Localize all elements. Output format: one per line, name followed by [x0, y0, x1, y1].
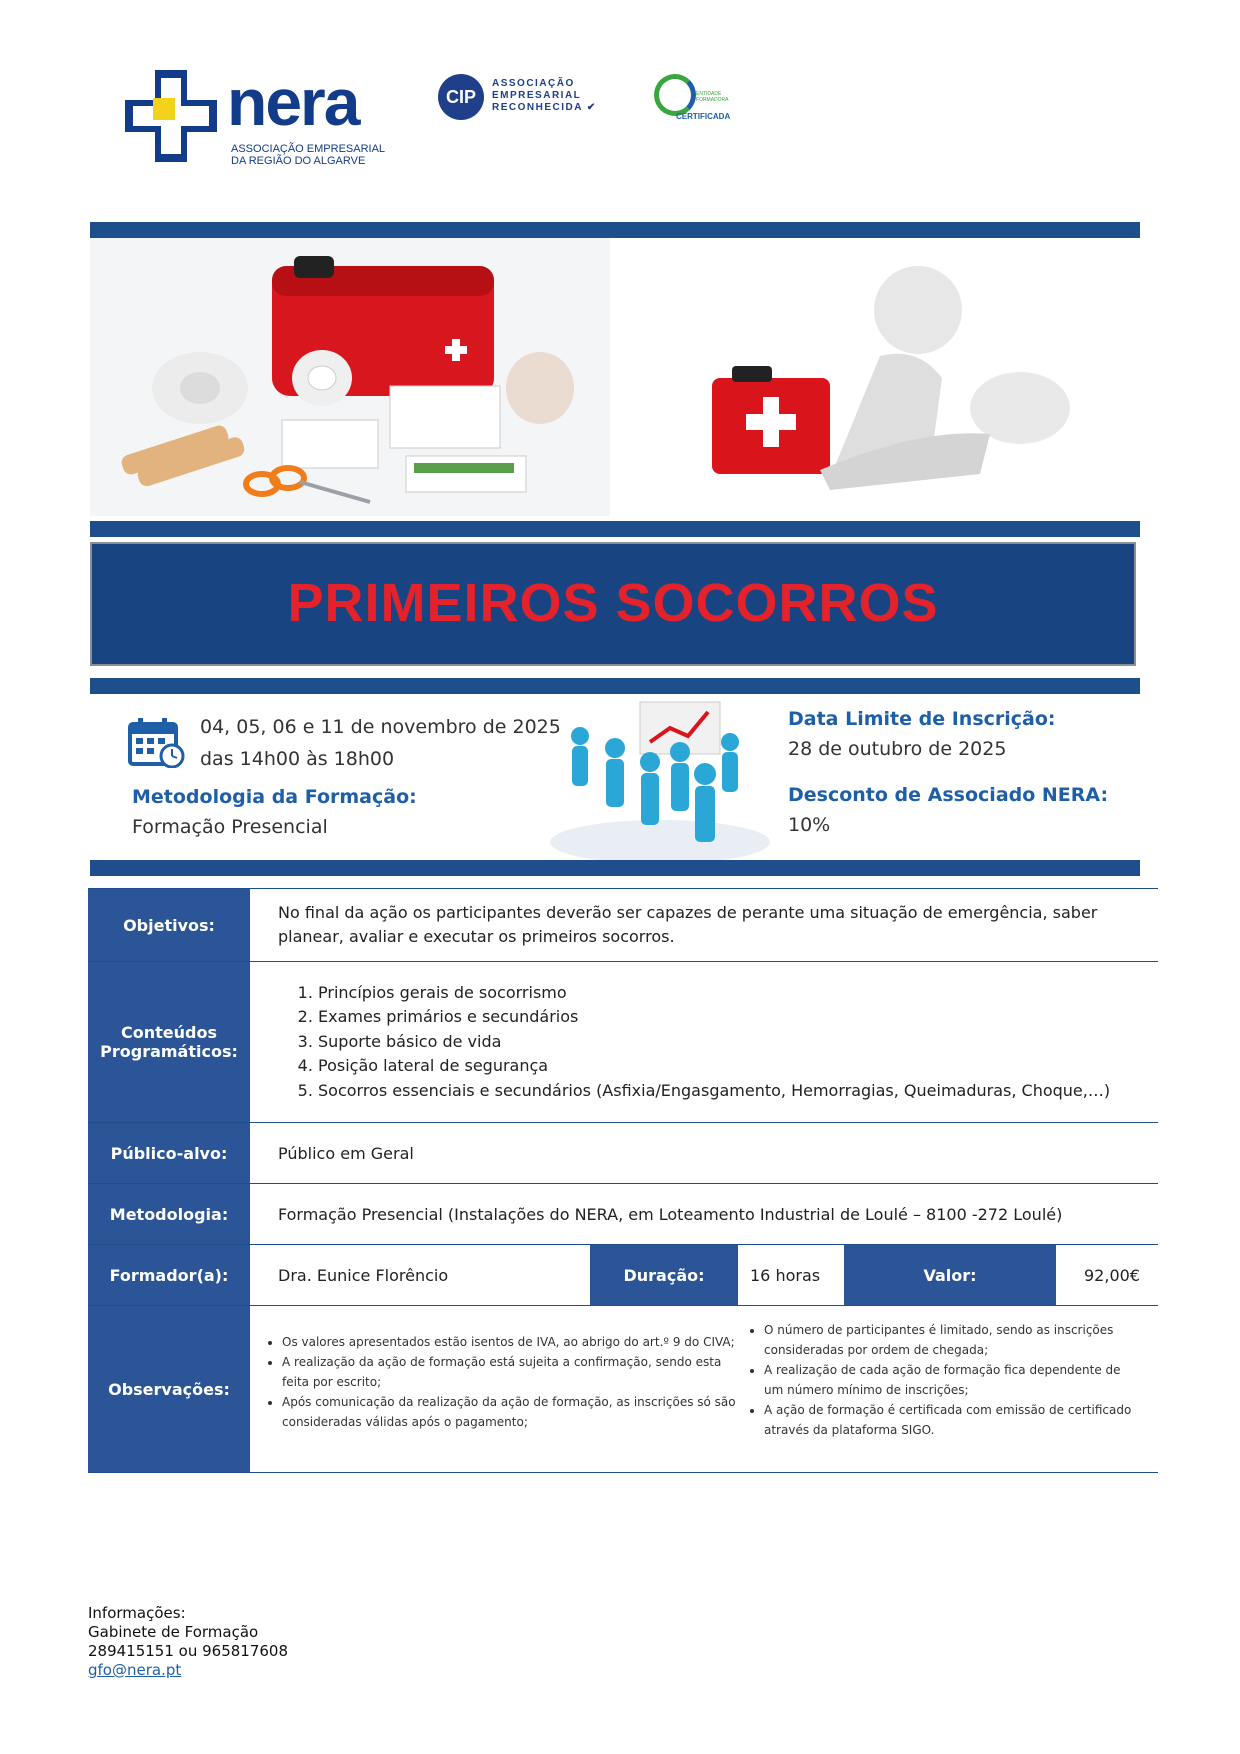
conteudos-list-container — [250, 962, 1158, 1122]
formador-label: Formador(a): — [88, 1245, 250, 1305]
nera-logo — [125, 65, 386, 170]
publico-value: Público em Geral — [278, 1143, 414, 1163]
contact-department: Gabinete de Formação — [88, 1623, 259, 1641]
list-item: 5. Socorros essenciais e secundários (Asfixia/Engasgamento, Hemorragias, Queimaduras, Choque,…) — [318, 1079, 1110, 1104]
observacoes-right-column — [740, 1306, 1142, 1440]
list-item: • A ação de formação é certificada com emissão de certificado através da plataforma SIGO. — [764, 1400, 1142, 1440]
observacoes-content — [250, 1306, 1158, 1472]
formador-value: Dra. Eunice Florêncio — [278, 1265, 449, 1285]
metodologia-row — [88, 1184, 1158, 1245]
metodologia-value: Formação Presencial (Instalações do NERA, em Loteamento Industrial de Loulé – 8100 -272 Loulé) — [278, 1204, 1063, 1224]
certification-ring-icon — [654, 74, 696, 116]
blue-divider — [90, 222, 1140, 238]
contact-phones: 289415151 ou 965817608 — [88, 1642, 289, 1660]
discount-value: 10% — [788, 814, 831, 836]
objetivos-row — [88, 888, 1158, 962]
team-people-image — [540, 692, 770, 868]
nera-subtitle-line1: ASSOCIAÇÃO EMPRESARIAL — [231, 143, 386, 155]
cip-line3: RECONHECIDA ✔ — [492, 102, 597, 113]
nera-cross-icon — [125, 70, 217, 162]
certification-logo — [654, 74, 734, 126]
nera-subtitle-line2: DA REGIÃO DO ALGARVE — [231, 155, 366, 167]
duracao-value: 16 horas — [750, 1265, 821, 1285]
valor-value: 92,00€ — [1084, 1265, 1140, 1285]
list-item: 4. Posição lateral de segurança — [318, 1054, 1110, 1079]
contact-info — [88, 1604, 288, 1680]
list-item: • Os valores apresentados estão isentos de IVA, ao abrigo do art.º 9 do CIVA; — [282, 1332, 740, 1352]
methodology-label: Metodologia da Formação: — [132, 786, 417, 808]
cpr-illustration-image — [680, 238, 1100, 516]
list-item: 3. Suporte básico de vida — [318, 1030, 1110, 1055]
duracao-label: Duração: — [590, 1245, 738, 1305]
cert-big-text: CERTIFICADA — [676, 112, 731, 121]
deadline-label: Data Limite de Inscrição: — [788, 708, 1056, 730]
title-banner — [90, 542, 1136, 666]
list-item: • A realização de cada ação de formação fica dependente de um número mínimo de inscrições; — [764, 1360, 1142, 1400]
course-hours: das 14h00 às 18h00 — [200, 748, 395, 770]
cip-line1: ASSOCIAÇÃO — [492, 78, 575, 89]
observacoes-row — [88, 1306, 1158, 1473]
publico-row — [88, 1123, 1158, 1184]
conteudos-label-line1: Conteúdos — [121, 1023, 217, 1042]
list-item: 1. Princípios gerais de socorrismo — [318, 981, 1110, 1006]
list-item: 2. Exames primários e secundários — [318, 1005, 1110, 1030]
formador-row — [88, 1245, 1158, 1306]
nera-wordmark: nera — [227, 65, 359, 139]
conteudos-list — [278, 981, 1110, 1104]
course-details-table — [88, 888, 1158, 1473]
contact-email-link[interactable]: gfo@nera.pt — [88, 1661, 182, 1679]
conteudos-label — [88, 962, 250, 1122]
list-item: • O número de participantes é limitado, sendo as inscrições consideradas por ordem de chegada; — [764, 1320, 1142, 1360]
metodologia-label: Metodologia: — [88, 1184, 250, 1244]
deadline-value: 28 de outubro de 2025 — [788, 738, 1007, 760]
cip-badge: CIP — [438, 74, 484, 120]
list-item: • A realização da ação de formação está sujeita a confirmação, sendo esta feita por escrito; — [282, 1352, 740, 1392]
discount-label: Desconto de Associado NERA: — [788, 784, 1109, 806]
methodology-value: Formação Presencial — [132, 816, 328, 838]
first-aid-kit-image — [90, 238, 610, 516]
nera-subtitle — [231, 143, 401, 167]
conteudos-label-line2: Programáticos: — [100, 1042, 238, 1061]
calendar-clock-icon — [128, 718, 186, 768]
objetivos-label: Objetivos: — [88, 889, 250, 961]
course-title: PRIMEIROS SOCORROS — [287, 573, 939, 633]
cip-line2: EMPRESARIAL — [492, 90, 582, 101]
observacoes-left-column — [264, 1306, 740, 1432]
list-item: • Após comunicação da realização da ação de formação, as inscrições só são consideradas válidas após o pagamento; — [282, 1392, 740, 1432]
blue-divider — [90, 521, 1140, 537]
observacoes-label: Observações: — [88, 1306, 250, 1472]
cip-text — [492, 78, 622, 114]
cip-logo — [438, 74, 618, 122]
conteudos-row — [88, 962, 1158, 1123]
check-icon: ✔ — [586, 102, 597, 113]
objetivos-text: No final da ação os participantes deverão ser capazes de perante uma situação de emergência, saber planear, avaliar e executar os primeiros socorros. — [278, 903, 1098, 946]
contact-heading: Informações: — [88, 1604, 186, 1622]
cert-small-text: ENTIDADE FORMADORA — [696, 91, 729, 103]
valor-label: Valor: — [844, 1245, 1056, 1305]
course-dates: 04, 05, 06 e 11 de novembro de 2025 — [200, 716, 561, 738]
blue-divider — [90, 860, 1140, 876]
publico-label: Público-alvo: — [88, 1123, 250, 1183]
